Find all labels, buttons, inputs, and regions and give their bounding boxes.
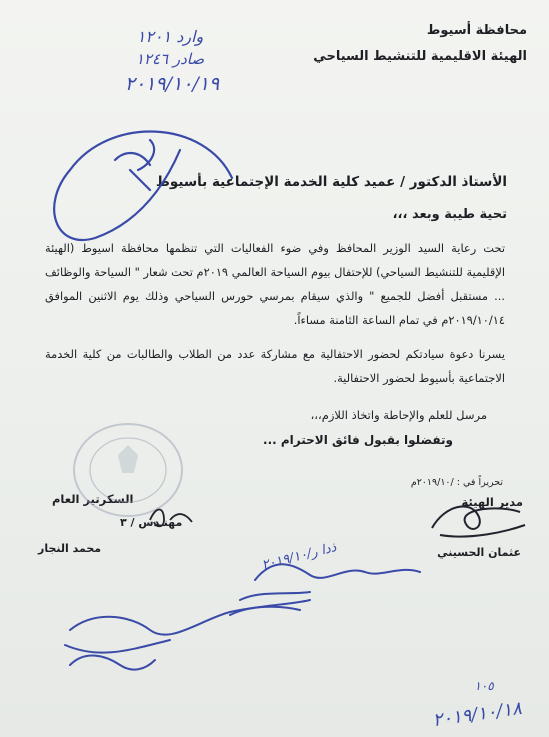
date-line: تحريراً في : /٢٠١٩/١٠م [410, 477, 503, 488]
handwritten-ref-2: صادر ١٢٤٦ [135, 50, 205, 68]
handwritten-ref-1: وارد ١٢٠١ [136, 27, 204, 46]
letterhead [313, 18, 527, 70]
body-paragraph-1: تحت رعاية السيد الوزير المحافظ وفي ضوء الفعاليات التي تنظمها محافظة اسيوط (الهيئة الإقليمية للتنشيط السياحي) للإحتفال بيوم السياحة العالمي ٢٠١٩م تحت شعار " السياحة والوظائف ... مستقبل أفضل للجميع " والذي سيقام بمرسي حورس السياحي وذلك يوم الاثنين الموافق ٢٠١٩/١٠/١٤م في تمام الساعة الثامنة مساءاً. [45, 241, 505, 327]
body-paragraph-2: يسرنا دعوة سيادتكم لحضور الاحتفالية مع مشاركة عدد من الطلاب والطالبات من كلية الخدمة الاجتماعية بأسيوط لحضور الاحتفالية. [45, 347, 505, 385]
director-name: عثمان الحسيني [437, 546, 521, 559]
addressee-line: الأستاذ الدكتور / عميد كلية الخدمة الإجتماعية بأسيوط [155, 174, 507, 190]
authority-name: الهيئة الاقليمية للتنشيط السياحي [313, 49, 527, 64]
handwritten-ref-date: ٢٠١٩/١٠/١٩ [124, 73, 220, 95]
secretary-name: محمد النجار [38, 542, 102, 555]
secretary-title: السكرتير العام [52, 492, 134, 506]
handwritten-note-text: ذدا ر/٢٠١٩/١٠ [260, 540, 338, 574]
closing-line: وتفضلوا بقبول فائق الاحترام ... [263, 433, 453, 447]
engineer-label: مهنـدس / ٣ [120, 516, 183, 529]
director-title: مدير الهيئة [461, 495, 523, 509]
handwritten-code: ١٠٥ [474, 679, 494, 693]
governorate-name: محافظة أسيوط [426, 23, 527, 38]
handwritten-date-stamp: ٢٠١٩/١٠/١٨ [431, 697, 524, 732]
greeting-line: تحية طيبة وبعد ،،، [392, 207, 507, 222]
cc-line: مرسل للعلم والإحاطة واتخاذ اللازم،،، [310, 408, 487, 422]
